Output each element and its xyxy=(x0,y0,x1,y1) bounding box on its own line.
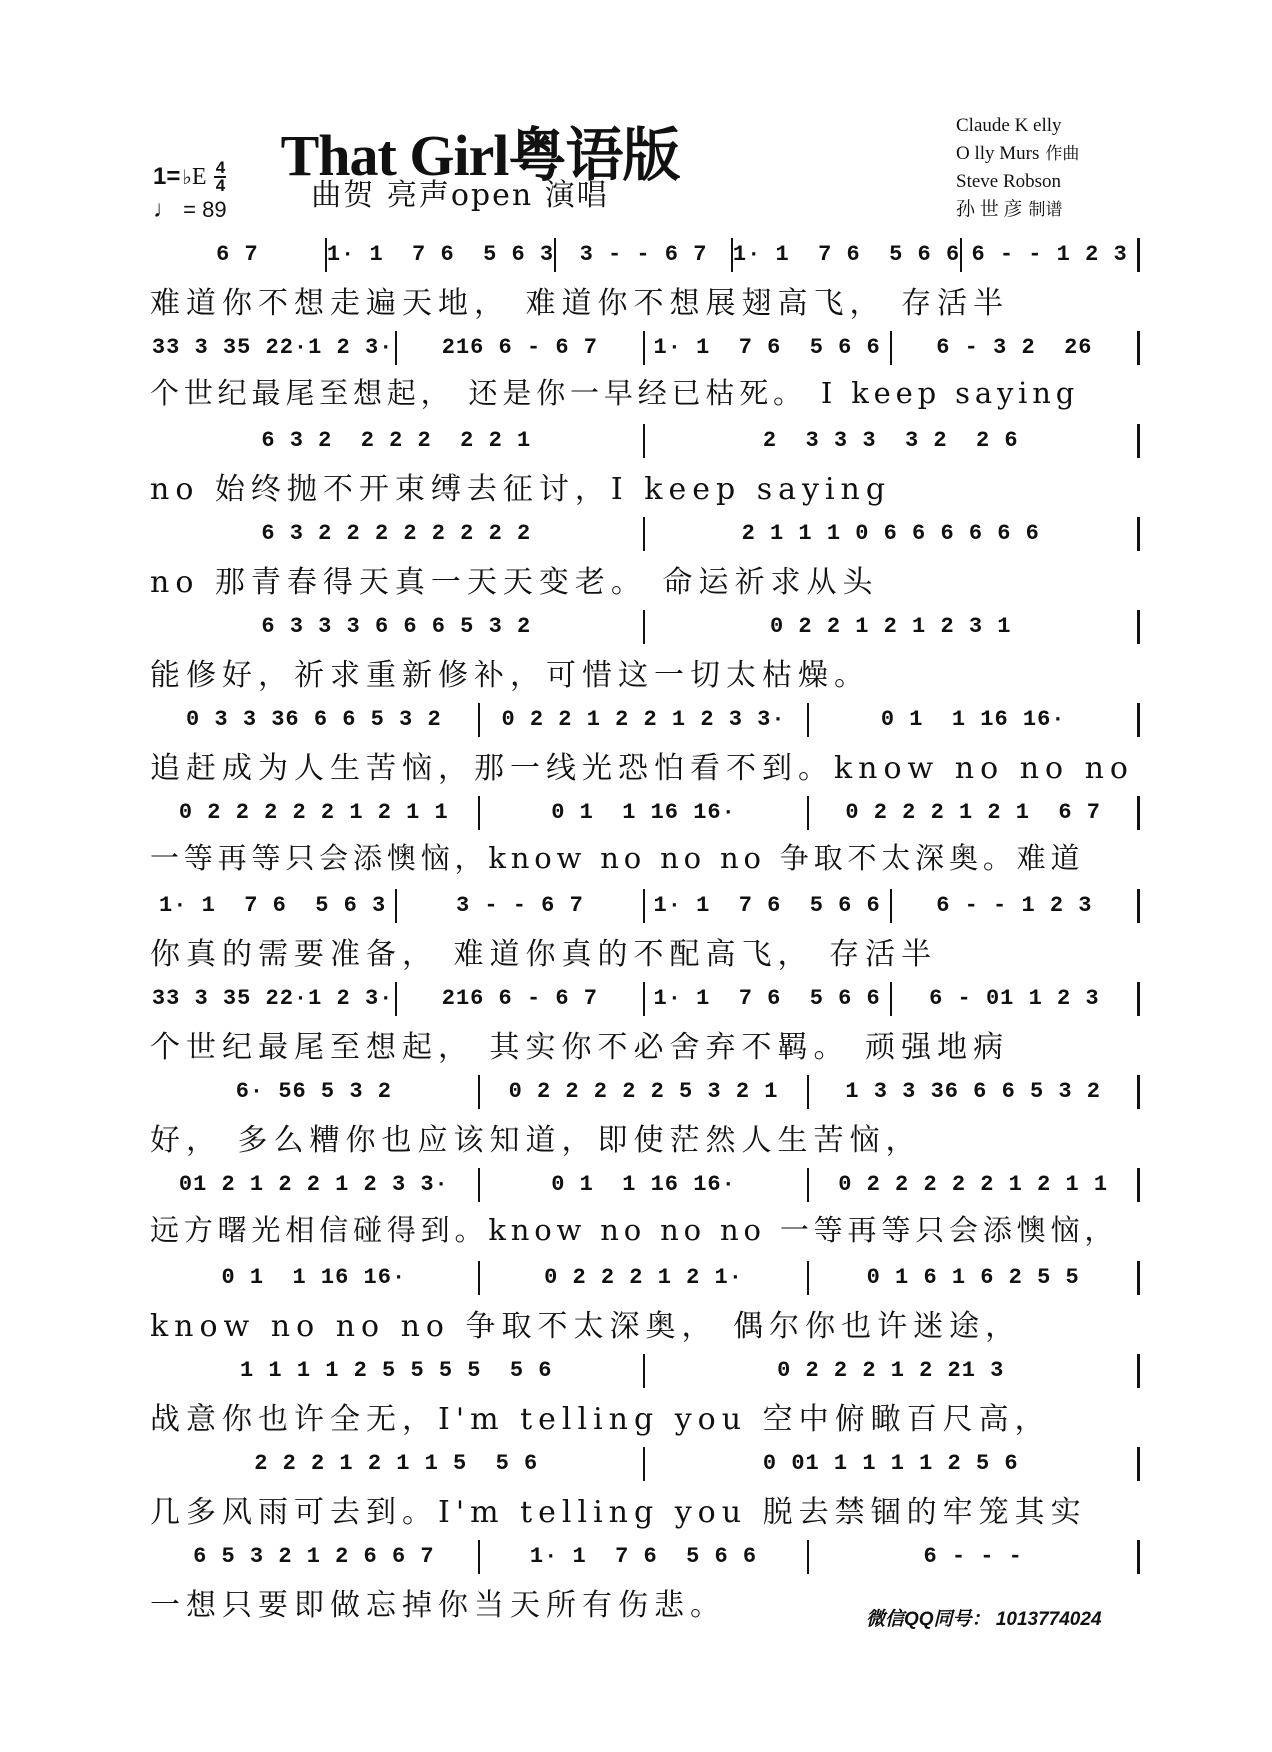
lyric-line: 一想只要即做忘掉你当天所有伤悲。 xyxy=(150,1588,726,1623)
measure: 0 2 2 2 2 2 1 2 1 1 xyxy=(150,796,480,830)
notation-line xyxy=(150,796,1140,830)
measure: 0 2 2 1 2 2 1 2 3 3· xyxy=(480,703,810,737)
measure: 0 1 6 1 6 2 5 5 xyxy=(809,1261,1140,1295)
score-row xyxy=(150,331,1140,412)
score-row xyxy=(150,1354,1140,1438)
score-row xyxy=(150,796,1140,877)
credit-name: 孙 世 彦 xyxy=(956,199,1023,220)
measure: 216 6 - 6 7 xyxy=(397,982,644,1016)
notation-line xyxy=(150,703,1140,737)
measure: 0 1 1 16 16· xyxy=(150,1261,480,1295)
key-prefix: 1= xyxy=(153,163,181,190)
measure: 1 3 3 36 6 6 5 3 2 xyxy=(809,1075,1140,1109)
measure: 1· 1 7 6 5 6 3 xyxy=(150,889,397,923)
lyric-line: 能修好，祈求重新修补，可惜这一切太枯燥。 xyxy=(150,658,870,693)
measure: 0 2 2 2 1 2 21 3 xyxy=(645,1354,1141,1388)
notation-line xyxy=(150,1168,1140,1202)
credits-block xyxy=(956,112,1079,224)
lyric-line: 追赶成为人生苦恼，那一线光恐怕看不到。know no no no xyxy=(150,751,1134,786)
credit-line xyxy=(956,112,1079,140)
measure: 1· 1 7 6 5 6 6 xyxy=(480,1540,810,1574)
credit-name: Claude K elly xyxy=(956,115,1062,136)
measure: 33 3 35 22·1 2 3· xyxy=(150,331,397,365)
credit-line xyxy=(956,140,1079,168)
score-row xyxy=(150,610,1140,694)
song-title: That Girl粤语版 xyxy=(280,123,680,188)
flat-symbol: ♭ xyxy=(182,166,192,189)
measure: 6 3 2 2 2 2 2 2 1 xyxy=(150,424,645,458)
lyric-line: know no no no 争取不太深奥， 偶尔你也许迷途， xyxy=(150,1309,1022,1344)
measure: 1· 1 7 6 5 6 6 xyxy=(645,889,892,923)
measure: 2 3 3 3 3 2 2 6 xyxy=(645,424,1141,458)
credit-line xyxy=(956,196,1079,224)
measure: 3 - - 6 7 xyxy=(556,238,733,272)
measure: 0 1 1 16 16· xyxy=(809,703,1140,737)
score-row xyxy=(150,1447,1140,1531)
score-row xyxy=(150,982,1140,1066)
measure: 0 1 1 16 16· xyxy=(480,1168,810,1202)
score-row xyxy=(150,703,1140,787)
measure: 6· 56 5 3 2 xyxy=(150,1075,480,1109)
measure: 0 2 2 2 2 2 5 3 2 1 xyxy=(480,1075,810,1109)
measure: 2 2 2 1 2 1 1 5 5 6 xyxy=(150,1447,645,1481)
measure: 1· 1 7 6 5 6 6 xyxy=(645,331,892,365)
key-letter: E xyxy=(191,163,207,190)
song-subtitle: 曲贺 亮声open 演唱 xyxy=(311,178,609,213)
notation-line xyxy=(150,517,1140,551)
score-row xyxy=(150,238,1140,322)
time-signature xyxy=(214,160,226,194)
score-row xyxy=(150,1168,1140,1249)
measure: 216 6 - 6 7 xyxy=(397,331,644,365)
time-bottom: 4 xyxy=(215,176,226,195)
measure: 0 2 2 2 2 2 1 2 1 1 xyxy=(809,1168,1140,1202)
notation-line xyxy=(150,610,1140,644)
notation-line xyxy=(150,1261,1140,1295)
notation-line xyxy=(150,331,1140,365)
lyric-line: no 那青春得天真一天天变老。 命运祈求从头 xyxy=(150,565,879,600)
measure: 6 - - - xyxy=(809,1540,1140,1574)
tempo-mark xyxy=(153,196,227,224)
measure: 2 1 1 1 0 6 6 6 6 6 6 xyxy=(645,517,1141,551)
credit-line xyxy=(956,168,1079,196)
credit-name: Steve Robson xyxy=(956,171,1062,192)
tempo-value: = 89 xyxy=(183,197,227,222)
measure: 0 2 2 2 1 2 1 6 7 xyxy=(809,796,1140,830)
credit-role: 制谱 xyxy=(1028,200,1063,219)
measure: 6 - 01 1 2 3 xyxy=(892,982,1140,1016)
measure: 6 3 2 2 2 2 2 2 2 2 xyxy=(150,517,645,551)
notation-line xyxy=(150,1075,1140,1109)
measure: 1· 1 7 6 5 6 3 xyxy=(327,238,556,272)
time-top: 4 xyxy=(215,158,226,177)
key-signature xyxy=(153,160,226,194)
notation-line xyxy=(150,424,1140,458)
measure: 3 - - 6 7 xyxy=(397,889,644,923)
lyric-line: no 始终抛不开束缚去征讨，I keep saying xyxy=(150,472,892,507)
score-row xyxy=(150,517,1140,601)
lyric-line: 远方曙光相信碰得到。know no no no 一等再等只会添懊恼， xyxy=(150,1213,1119,1247)
measure: 0 3 3 36 6 6 5 3 2 xyxy=(150,703,480,737)
lyric-line: 个世纪最尾至想起， 还是你一早经已枯死。 I keep saying xyxy=(150,376,1080,410)
notation-line xyxy=(150,238,1140,272)
notation-line xyxy=(150,982,1140,1016)
measure: 0 1 1 16 16· xyxy=(480,796,810,830)
lyric-line: 难道你不想走遍天地， 难道你不想展翅高飞， 存活半 xyxy=(150,286,1010,321)
lyric-line: 一等再等只会添懊恼，know no no no 争取不太深奥。难道 xyxy=(150,841,1085,875)
lyric-line: 你真的需要准备， 难道你真的不配高飞， 存活半 xyxy=(150,937,938,972)
notation-line xyxy=(150,1447,1140,1481)
credit-name: O lly Murs xyxy=(956,143,1040,164)
quarter-note-icon: ♩ xyxy=(153,196,177,223)
measure: 01 2 1 2 2 1 2 3 3· xyxy=(150,1168,480,1202)
measure: 0 2 2 1 2 1 2 3 1 xyxy=(645,610,1141,644)
notation-line xyxy=(150,1354,1140,1388)
lyric-line: 几多风雨可去到。I'm telling you 脱去禁锢的牢笼其实 xyxy=(150,1495,1087,1530)
measure: 0 2 2 2 1 2 1· xyxy=(480,1261,810,1295)
measure: 33 3 35 22·1 2 3· xyxy=(150,982,397,1016)
score-row xyxy=(150,889,1140,973)
watermark-contact: 微信QQ同号： 1013774024 xyxy=(866,1609,1102,1630)
score-row xyxy=(150,1261,1140,1345)
notation-line xyxy=(150,1540,1140,1574)
score-row xyxy=(150,424,1140,508)
measure: 1 1 1 1 2 5 5 5 5 5 6 xyxy=(150,1354,645,1388)
score-row xyxy=(150,1075,1140,1159)
measure: 6 3 3 3 6 6 6 5 3 2 xyxy=(150,610,645,644)
measure: 6 - 3 2 26 xyxy=(892,331,1140,365)
measure: 6 - - 1 2 3 xyxy=(962,238,1140,272)
credit-role: 作曲 xyxy=(1045,144,1080,163)
measure: 6 7 xyxy=(150,238,327,272)
lyric-line: 个世纪最尾至想起， 其实你不必舍弃不羁。 顽强地病 xyxy=(150,1030,1010,1065)
measure: 6 5 3 2 1 2 6 6 7 xyxy=(150,1540,480,1574)
measure: 0 01 1 1 1 1 2 5 6 xyxy=(645,1447,1141,1481)
lyric-line: 战意你也许全无，I'm telling you 空中俯瞰百尺高， xyxy=(150,1402,1051,1437)
notation-line xyxy=(150,889,1140,923)
lyric-line: 好， 多么糟你也应该知道，即使茫然人生苦恼， xyxy=(150,1123,922,1158)
measure: 1· 1 7 6 5 6 6 xyxy=(645,982,892,1016)
measure: 6 - - 1 2 3 xyxy=(892,889,1140,923)
measure: 1· 1 7 6 5 6 6 xyxy=(733,238,962,272)
